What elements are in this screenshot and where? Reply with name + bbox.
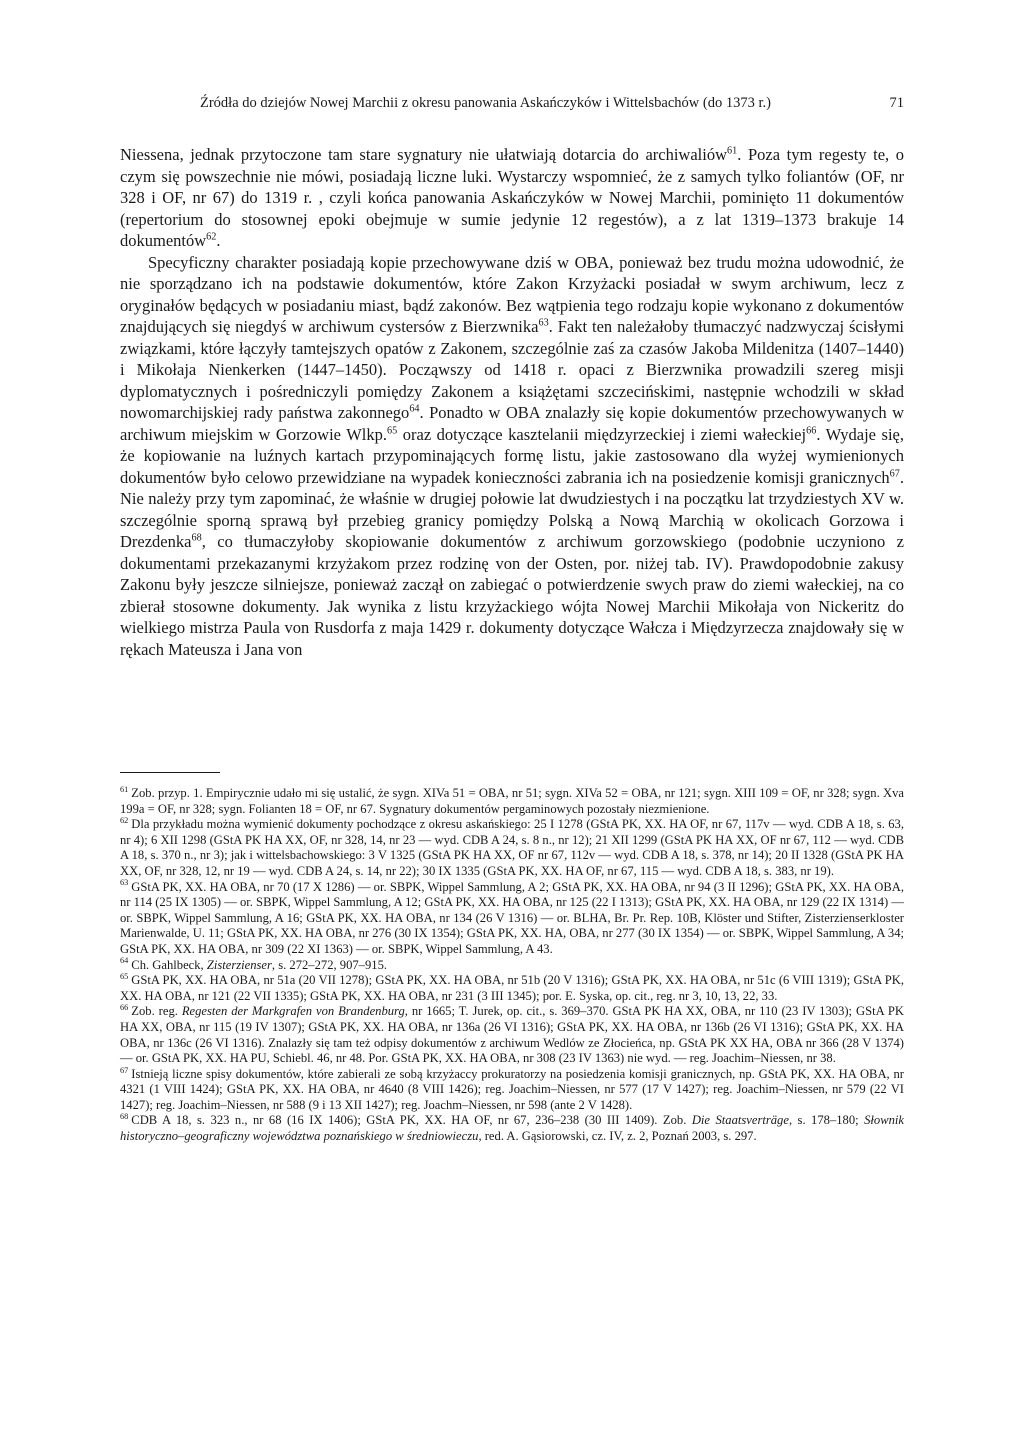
footnote-title: Zisterzienser [206,957,272,972]
footnote-67 [120,1067,904,1114]
text-run: , co tłumaczyłoby skopiowanie dokumentów z archiwum gorzowskiego (podobnie uczyniono z dokumentami przekazanymi krzyżakom przez rodzinę von der Osten, por. niżej tab. IV). Prawdopodobnie zakusy Zakonu były jeszcze silniejsze, ponieważ zaczął on zabiegać o potwierdzenie swych praw do ziemi wałeckiej, na co zbierał stosowne dokumenty. Jak wynika z listu krzyżackiego wójta Nowej Marchii Mikołaja von Nickeritz do wielkiego mistrza Paula von Rusdorfa z maja 1429 r. dokumenty dotyczące Wałcza i Międzyrzecza znajdowały się w rękach Mateusza i Jana von [120,532,904,659]
footnote-text: Istnieją liczne spisy dokumentów, które zabierali ze sobą krzyżaccy prokuratorzy na posiedzenia komisji granicznych, np. GStA PK, XX. HA OBA, nr 4321 (1 VIII 1424); GStA PK, XX. HA OBA, nr 4640 (8 VIII 1426); reg. Joachim–Niessen, nr 577 (17 V 1427); reg. Joachim–Niessen, nr 579 (22 VI 1427); reg. Joachim–Niessen, nr 588 (9 i 13 XII 1427); reg. Joachm–Niessen, nr 598 (ante 2 V 1428). [120,1066,904,1112]
footnote-number: 66 [120,1003,129,1013]
text-run: . [216,231,221,250]
footnote-ref-62[interactable]: 62 [206,231,217,243]
footnote-number: 65 [120,971,129,981]
footnote-ref-65[interactable]: 65 [387,425,398,436]
footnote-text: Zob. przyp. 1. Empirycznie udało mi się ustalić, że sygn. XIVa 51 = OBA, nr 51; sygn. XIVa 52 = OBA, nr 121; sygn. XIII 109 = OF, nr 328; sygn. Xva 199a = OF, nr 328; sygn. Folianten 18 = OF, nr 67. Sygnatury dokumentów pergaminowych pozostały niezmienione. [120,786,904,816]
footnote-number: 68 [120,1112,129,1122]
footnote-66 [120,1004,904,1066]
text-run: . Fakt ten należałoby tłumaczyć nadzwyczaj ścisłymi związkami, które łączyły tamtejszych opatów z Zakonem, szczególnie zaś za czasów Jakoba Mildenitza (1407–1440) i Mikołaja Nienkerken (1447–1450). Począwszy od 1418 r. opaci z Bierzwnika prowadzili szereg misji dyplomatycznych i pośredniczyli pomiędzy Zakonem a książętami szczecińskimi, następnie wchodzili w skład nowomarchijskiej rady państwa zakonnego [120,317,904,422]
text-run: Specyficzny charakter posiadają kopie przechowywane dziś w OBA, ponieważ bez trudu można udowodnić, że nie sporządzano ich na podstawie dokumentów, które Zakon Krzyżacki posiadał w swym archiwum, lecz z oryginałów będących w posiadaniu miast, bądź zakonów. Bez wątpienia tego rodzaju kopie wykonano z dokumentów znajdujących się niegdyś w archiwum cystersów z Bierzwnika [120,252,904,336]
footnote-text: , s. 178–180; [788,1113,865,1128]
footnote-text: GStA PK, XX. HA OBA, nr 51a (20 VII 1278); GStA PK, XX. HA OBA, nr 51b (20 V 1316); GStA PK, XX. HA OBA, nr 51c (6 VIII 1319); GStA PK, XX. HA OBA, nr 121 (22 VII 1335); GStA PK, XX. HA OBA, nr 231 (3 III 1345); por. E. Syska, op. cit., reg. nr 3, 10, 13, 22, 33. [120,973,904,1003]
footnote-text: Ch. Gahlbeck, [131,957,207,972]
footnote-number: 67 [120,1065,129,1075]
page [120,0,904,1449]
main-text [120,144,904,660]
text-run: . Ponadto w OBA znalazły się kopie dokumentów przechowywanych w archiwum miejskim w Gorzowie Wlkp. [120,403,904,444]
footnote-number: 63 [120,878,129,888]
footnote-text: Zob. reg. [131,1004,182,1019]
footnote-ref-68[interactable]: 68 [191,532,202,544]
footnote-text: , s. 272–272, 907–915. [271,957,388,972]
footnote-number: 61 [120,784,129,794]
footnotes [120,786,904,1145]
footnote-62 [120,817,904,879]
footnote-text: , nr 1665; T. Jurek, op. cit., s. 369–370. GStA PK HA XX, OBA, nr 110 (23 IV 1303); GStA PK HA XX, OBA, nr 115 (19 IV 1307); GStA PK, XX. HA OBA, nr 136a (26 VI 1316); GStA PK, XX. HA OBA, nr 136b (26 VI 1316); GStA PK, XX. HA OBA, nr 136c (26 VI 1316). Znalazły się tam też odpisy dokumentów z archiwum Wedlów ze Złocieńca, np. GStA PK XX HA, OBA nr 366 (28 V 1374) — or. GStA PK, XX. HA PU, Schiebl. 46, nr 48. Por. GStA PK, XX. HA OBA, nr 308 (23 IV 1363) nie wyd. — reg. Joachim–Niessen, nr 38. [120,1004,904,1066]
footnote-title: Regesten der Markgrafen von Brandenburg [181,1004,405,1019]
footnote-text: CDB A 18, s. 323 n., nr 68 (16 IX 1406); GStA PK, XX. HA OF, nr 67, 236–238 (30 III 1409). Zob. [131,1113,692,1128]
footnote-number: 62 [120,816,129,825]
running-title: Źródła do dziejów Nowej Marchii z okresu panowania Askańczyków i Wittelsbachów (do 1373 r.) [200,95,771,111]
footnote-ref-67[interactable]: 67 [889,468,900,479]
footnote-title: Die Staatsverträge [691,1113,789,1128]
footnote-number: 64 [120,956,129,966]
text-run: . Wydaje się, że kopiowanie na luźnych kartach przypominających formę listu, jakie zastosowano dla wyżej wymienionych dokumentów było celowo przewidziane na wypadek konieczności zabrania ich na posiedzenie komisji granicznych [120,424,904,487]
footnote-63 [120,880,904,958]
paragraph-1 [120,144,904,252]
footnote-separator [120,772,220,773]
paragraph-2 [120,252,904,661]
footnote-title: Słownik historyczno–geograficzny województwa poznańskiego w średniowieczu [120,1113,904,1144]
footnote-68 [120,1113,904,1144]
footnote-text: GStA PK, XX. HA OBA, nr 70 (17 X 1286) — or. SBPK, Wippel Sammlung, A 2; GStA PK, XX. HA OBA, nr 94 (3 II 1296); GStA PK, XX. HA OBA, nr 114 (25 IX 1305) — or. SBPK, Wippel Sammlung, A 12; GStA PK, XX. HA OBA, nr 125 (22 I 1313); GStA PK, XX. HA OBA, nr 129 (22 IX 1314) — or. SBPK, Wippel Sammlung, A 16; GStA PK, XX. HA OBA, nr 134 (26 V 1316) — or. BLHA, Br. Pr. Rep. 10B, Klöster und Stifter, Zisterzienserkloster Marienwalde, U. 11; GStA PK, XX. HA OBA, nr 276 (30 IX 1354); GStA PK, XX. HA, OBA, nr 277 (30 IX 1354) — or. SBPK, Wippel Sammlung, A 34; GStA PK, XX. HA OBA, nr 309 (22 XI 1363) — or. SBPK, Wippel Sammlung, A 43. [120,879,904,956]
footnote-ref-64[interactable]: 64 [409,403,420,415]
footnote-ref-63[interactable]: 63 [538,317,549,329]
text-run: . Nie należy przy tym zapominać, że właśnie w drugiej połowie lat dwudziestych i na początku lat trzydziestych XV w. szczególnie sporną sprawą był przebieg granicy pomiędzy Polską a Nową Marchią w okolicach Gorzowa i Drezdenka [120,467,904,551]
footnote-text: Dla przykładu można wymienić dokumenty pochodzące z okresu askańskiego: 25 I 1278 (GStA PK, XX. HA OF, nr 67, 117v — wyd. CDB A 18, s. 63, nr 4); 6 XII 1298 (GStA PK HA XX, OF, nr 328, 14, nr 23 — wyd. CDB A 24, s. 8 n., nr 12); 21 XII 1299 (GStA PK HA XX, OF nr 67, 112 — wyd. CDB A 18, s. 370 n., nr 3); jak i wittelsbachowskiego: 3 V 1325 (GStA PK HA XX, OF nr 67, 112v — wyd. CDB A 18, s. 378, nr 14); 20 II 1328 (GStA PK HA XX, OF, nr 328, 12, nr 19 — wyd. CDB A 24, s. 14, nr 22); 30 IX 1335 (GStA PK, XX. HA OF, nr 67, 115 — wyd. CDB A 18, s. 383, nr 19). [120,817,904,878]
footnote-ref-61[interactable]: 61 [727,145,738,157]
text-run: Niessena, jednak przytoczone tam stare sygnatury nie ułatwiają dotarcia do archiwaliów [120,145,728,164]
running-head [120,92,904,114]
footnote-text: , red. A. Gąsiorowski, cz. IV, z. 2, Poznań 2003, s. 297. [478,1129,757,1144]
footnote-ref-66[interactable]: 66 [806,425,817,436]
text-run: oraz dotyczące kasztelanii międzyrzeckiej i ziemi wałeckiej [397,424,807,444]
text-run: . Poza tym regesty te, o czym się powszechnie nie mówi, posiadają liczne luki. Wystarczy wspomnieć, że z samych tylko foliantów (OF, nr 328 i OF, nr 67) do 1319 r. , czyli końca panowania Askańczyków w Nowej Marchii, pominięto 11 dokumentów (repertorium do stosownej epoki obejmuje w sumie jedynie 12 regestów), a z lat 1319–1373 brakuje 14 dokumentów [120,145,904,250]
footnote-65 [120,973,904,1004]
footnote-64 [120,958,904,974]
page-number: 71 [889,95,904,111]
footnote-61 [120,786,904,817]
